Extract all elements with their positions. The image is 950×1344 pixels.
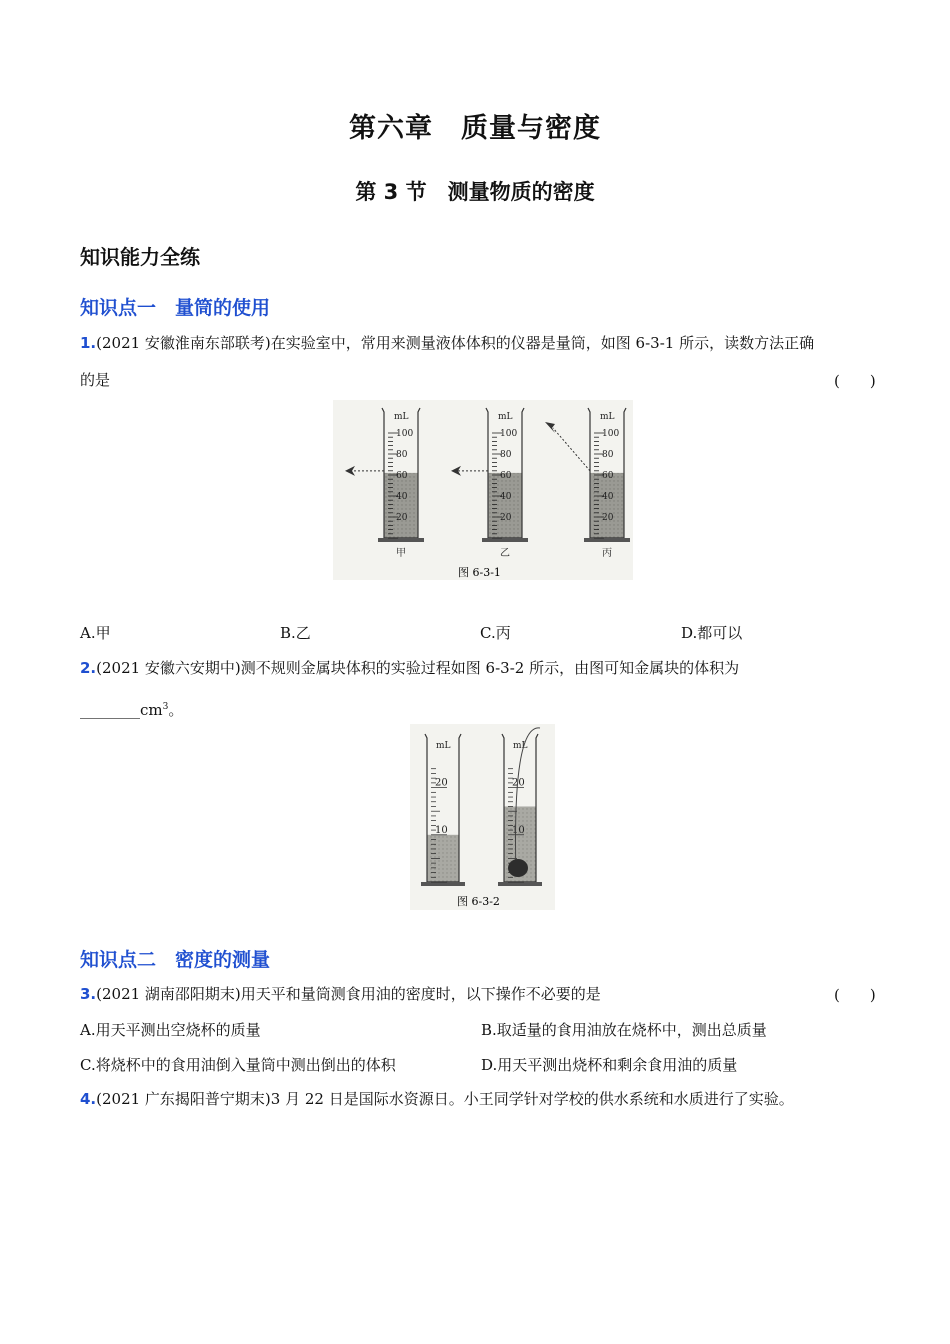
- question-2-line2: [80, 697, 880, 720]
- tick-label: 40: [602, 492, 614, 502]
- tick-label: 20: [512, 777, 525, 789]
- option-b[interactable]: B.乙: [280, 624, 311, 642]
- tick-label: 60: [602, 471, 614, 481]
- figure-6-3-1: [333, 400, 633, 580]
- tick-label: 10: [435, 824, 448, 836]
- tick-label: 20: [500, 513, 512, 523]
- question-text: (2021 湖南邵阳期末)用天平和量筒测食用油的密度时，以下操作不必要的是: [96, 985, 601, 1003]
- question-1-line2: [80, 370, 880, 390]
- practice-heading: 知识能力全练: [80, 245, 200, 269]
- unit-label: mL: [394, 412, 409, 422]
- eye-arrow: [345, 466, 355, 476]
- tick-label: 80: [602, 450, 614, 460]
- question-number: 4.: [80, 1090, 97, 1108]
- liquid: [488, 473, 522, 538]
- tick-label: 40: [396, 492, 408, 502]
- cylinder-base: [482, 538, 528, 542]
- option-d[interactable]: D.用天平测出烧杯和剩余食用油的质量: [481, 1056, 738, 1074]
- metal-block-diagram: [410, 724, 555, 910]
- option-c[interactable]: C.将烧杯中的食用油倒入量筒中测出倒出的体积: [80, 1056, 396, 1074]
- question-2: [80, 658, 880, 678]
- tick-label: 60: [500, 471, 512, 481]
- unit-label: mL: [436, 741, 451, 751]
- metal-block: [508, 859, 528, 877]
- tick-label: 100: [602, 429, 620, 439]
- tick-label: 20: [435, 777, 448, 789]
- option-a[interactable]: A.甲: [80, 624, 111, 642]
- tick-label: 40: [500, 492, 512, 502]
- answer-blank[interactable]: ________: [80, 701, 140, 719]
- unit-superscript: 3: [162, 702, 169, 712]
- unit-label: mL: [513, 741, 528, 751]
- section-title: 第 3 节 测量物质的密度: [355, 180, 595, 204]
- answer-bracket: ( ): [834, 372, 876, 390]
- question-number: 1.: [80, 334, 97, 352]
- question-text-line2: 的是: [80, 371, 111, 389]
- tick-label: 20: [396, 513, 408, 523]
- cylinder-base: [421, 882, 465, 886]
- tick-label: 10: [512, 824, 525, 836]
- liquid: [590, 473, 624, 538]
- eye-arrow: [545, 422, 555, 433]
- cylinder-diagram: [333, 400, 633, 580]
- question-text: (2021 安徽六安期中)测不规则金属块体积的实验过程如图 6-3-2 所示，由图可知金属块的体积为: [96, 659, 740, 677]
- tick-label: 60: [396, 471, 408, 481]
- cylinder-base: [584, 538, 630, 542]
- knowledge-point-1-heading: 知识点一 量筒的使用: [80, 297, 271, 319]
- option-d[interactable]: D.都可以: [681, 624, 743, 642]
- tick-label: 80: [500, 450, 512, 460]
- answer-bracket: ( ): [834, 986, 876, 1004]
- sight-line: [553, 428, 590, 471]
- tick-label: 100: [500, 429, 518, 439]
- figure-6-3-2: [410, 724, 555, 910]
- option-c[interactable]: C.丙: [480, 624, 511, 642]
- option-a[interactable]: A.用天平测出空烧杯的质量: [80, 1021, 261, 1039]
- cylinder-label: 丙: [602, 548, 612, 559]
- question-3: [80, 984, 880, 1004]
- sentence-end: 。: [168, 701, 184, 719]
- question-number: 2.: [80, 659, 97, 677]
- question-number: 3.: [80, 985, 97, 1003]
- unit-label: mL: [600, 412, 615, 422]
- tick-label: 80: [396, 450, 408, 460]
- option-b[interactable]: B.取适量的食用油放在烧杯中，测出总质量: [481, 1021, 767, 1039]
- unit: cm: [140, 701, 163, 719]
- unit-label: mL: [498, 412, 513, 422]
- question-4: [80, 1089, 880, 1109]
- cylinder-base: [378, 538, 424, 542]
- question-1: [80, 333, 880, 353]
- liquid: [384, 473, 418, 538]
- cylinder-base: [498, 882, 542, 886]
- figure-caption: 图 6-3-1: [458, 566, 501, 579]
- tick-label: 20: [602, 513, 614, 523]
- tick-label: 100: [396, 429, 414, 439]
- figure-caption: 图 6-3-2: [457, 895, 500, 908]
- cylinder-label: 乙: [500, 548, 510, 559]
- question-text: (2021 安徽淮南东部联考)在实验室中，常用来测量液体体积的仪器是量筒，如图 6-3-1 所示，读数方法正确: [96, 334, 815, 352]
- knowledge-point-2-heading: 知识点二 密度的测量: [80, 949, 271, 971]
- cylinder-label: 甲: [396, 548, 406, 559]
- question-text: (2021 广东揭阳普宁期末)3 月 22 日是国际水资源日。小王同学针对学校的供水系统和水质进行了实验。: [96, 1090, 794, 1108]
- chapter-title: 第六章 质量与密度: [349, 113, 601, 144]
